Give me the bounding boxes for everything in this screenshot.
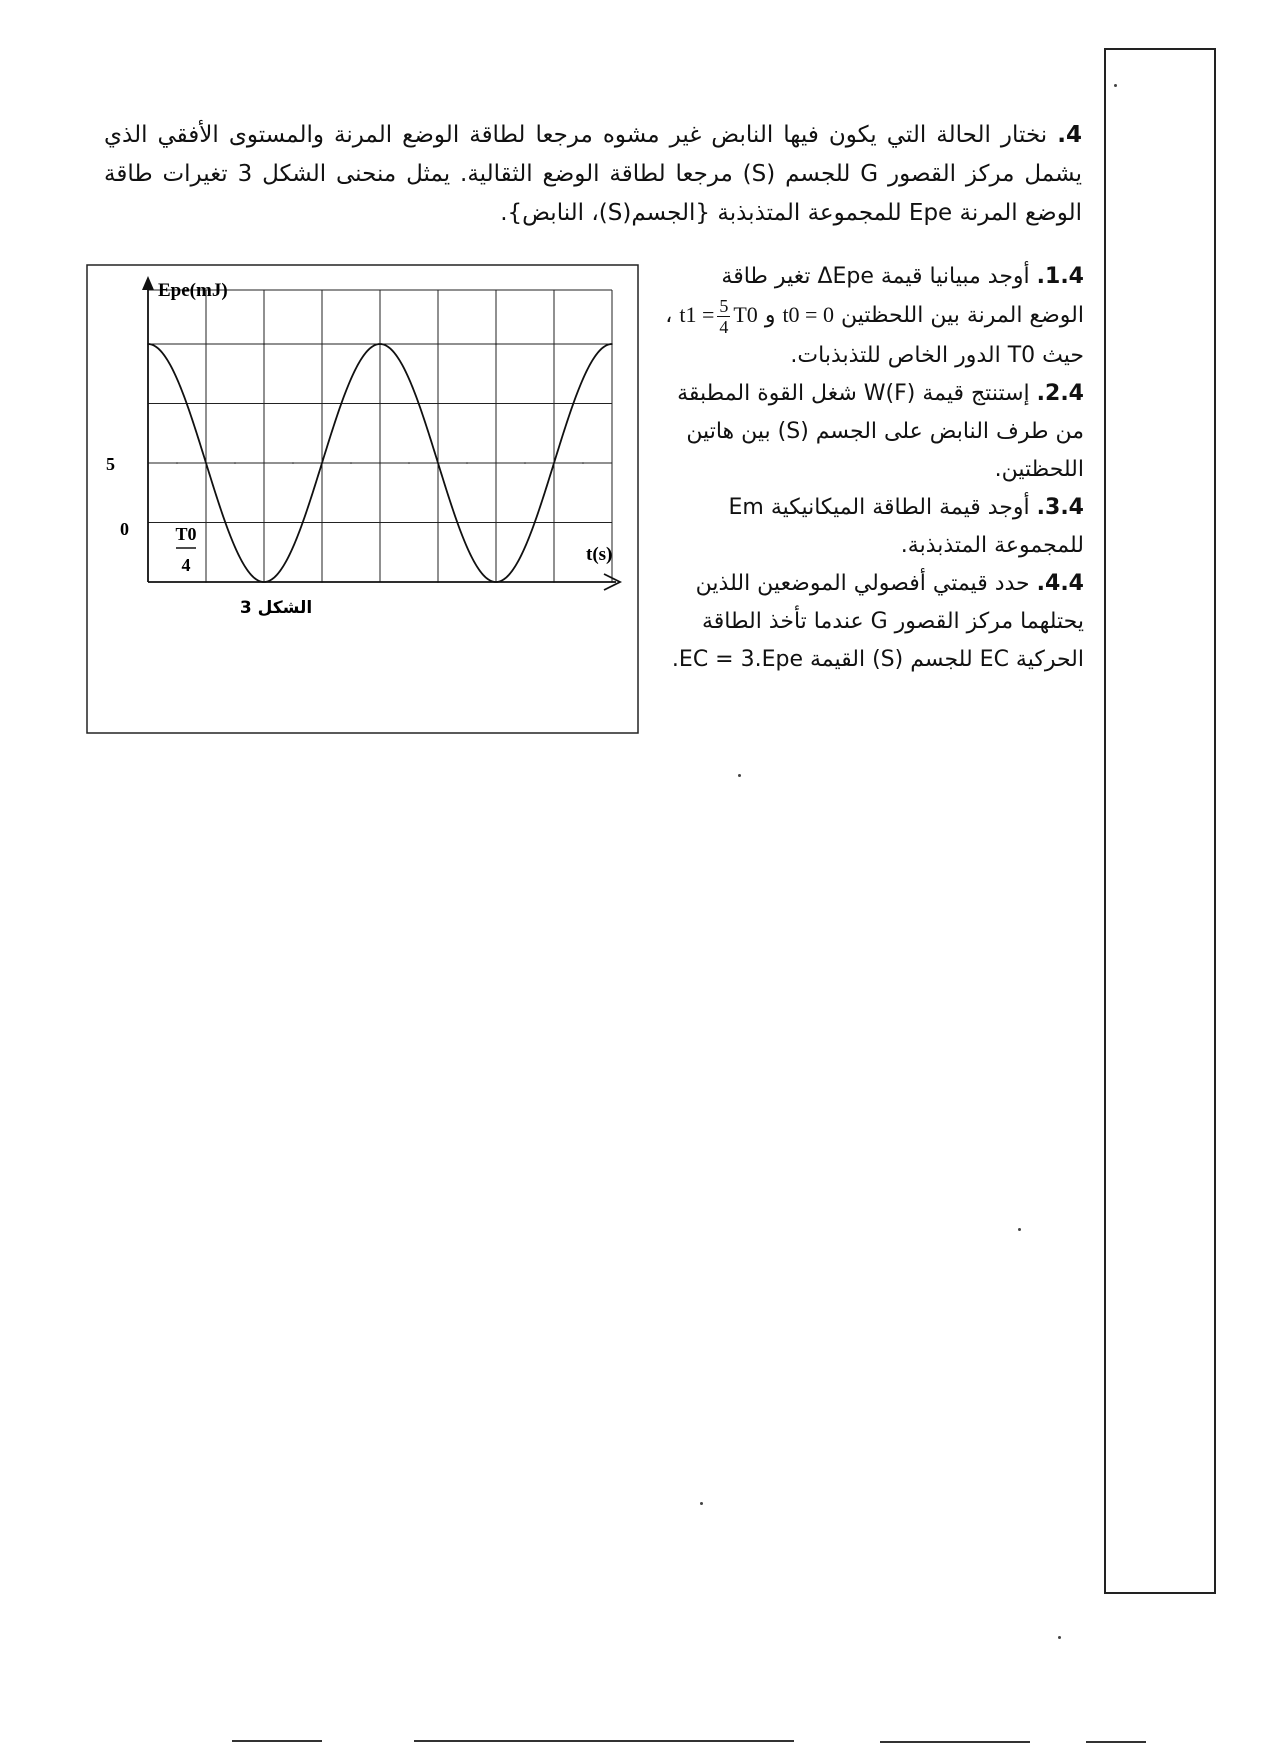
grid [148, 290, 612, 582]
question-number: 4.4. [1036, 571, 1084, 597]
t1-right: T0 [733, 302, 758, 327]
energy-chart [86, 264, 639, 734]
question-number: 2.4. [1036, 381, 1084, 407]
data-point [292, 462, 294, 464]
axes [142, 276, 620, 590]
t1-left: t1 = [679, 302, 715, 327]
y-axis-label: Epe(mJ) [158, 280, 228, 301]
data-point [350, 462, 352, 464]
data-point [176, 462, 178, 464]
t0-expression: t0 = 0 [782, 302, 834, 327]
figure-frame [87, 265, 638, 733]
data-point [205, 581, 207, 583]
x-axis-label: t(s) [586, 544, 613, 565]
data-point [495, 343, 497, 345]
question-1-4 [660, 258, 1084, 375]
questions-block [660, 258, 1084, 679]
data-point [582, 462, 584, 464]
y-tick-label-0: 0 [120, 519, 129, 539]
scan-speck [1058, 1636, 1061, 1639]
scan-speck [1018, 1228, 1021, 1231]
side-frame [1104, 48, 1216, 1594]
y-axis-arrow [142, 276, 154, 290]
t1-expression [679, 296, 758, 338]
question-text: أوجد قيمة الطاقة الميكانيكية Em للمجموعة المتذبذبة. [728, 495, 1084, 559]
figure-3 [86, 264, 639, 734]
question-text-end: ، حيث T0 الدور الخاص للتذبذبات. [665, 303, 1084, 369]
data-point [147, 343, 149, 345]
footer-rule-left [232, 1740, 322, 1742]
data-point [524, 462, 526, 464]
question-text: إستنتج قيمة W(F) شغل القوة المطبقة من طرف النابض على الجسم (S) بين هاتين اللحظتين. [677, 381, 1084, 483]
footer-rule-far-right [1086, 1741, 1146, 1743]
data-point [466, 462, 468, 464]
footer-rule-right [880, 1741, 1030, 1743]
question-number: 1.4. [1036, 264, 1084, 289]
data-point [321, 581, 323, 583]
fraction-numerator: 5 [719, 296, 729, 317]
data-point [437, 581, 439, 583]
y-tick-label-5: 5 [106, 454, 115, 474]
x-tick-label-numerator: T0 [175, 524, 197, 544]
data-point [379, 343, 381, 345]
question-3-4 [660, 489, 1084, 565]
fraction-denominator: 4 [719, 317, 729, 338]
data-point [553, 581, 555, 583]
data-point [611, 343, 613, 345]
scan-speck [700, 1502, 703, 1505]
question-number: 3.4. [1036, 495, 1084, 521]
question-4-4 [660, 565, 1084, 679]
fraction-5-4 [717, 296, 730, 337]
data-point [234, 462, 236, 464]
figure-caption: الشكل 3 [239, 598, 313, 618]
question-text: حدد قيمتي أفصولي الموضعين اللذين يحتلهما مركز القصور G عندما تأخذ الطاقة الحركية EC للجسم (S) القيمة EC = 3.Epe. [671, 571, 1084, 673]
data-point [408, 462, 410, 464]
intro-number: 4. [1057, 122, 1082, 148]
question-text: أوجد مبيانيا قيمة ΔEpe تغير طاقة الوضع المرنة بين اللحظتين [721, 264, 1084, 328]
intro-text: نختار الحالة التي يكون فيها النابض غير مشوه مرجعا لطاقة الوضع المرنة والمستوى الأفقي الذي يشمل مركز القصور G للجسم (S) مرجعا لطاقة الوضع الثقالية. يمثل منحنى الشكل 3 تغيرات طاقة الوضع المرنة Epe للمجموعة المتذبذبة {الجسم(S)، النابض}. [104, 122, 1083, 226]
x-tick-label-denominator: 4 [181, 555, 191, 575]
and-word: و [764, 303, 776, 328]
data-point [263, 343, 265, 345]
footer-rule-center [414, 1740, 794, 1742]
scan-speck [738, 774, 741, 777]
intro-paragraph [104, 116, 1082, 233]
scan-speck [1114, 84, 1117, 87]
question-2-4 [660, 375, 1084, 489]
